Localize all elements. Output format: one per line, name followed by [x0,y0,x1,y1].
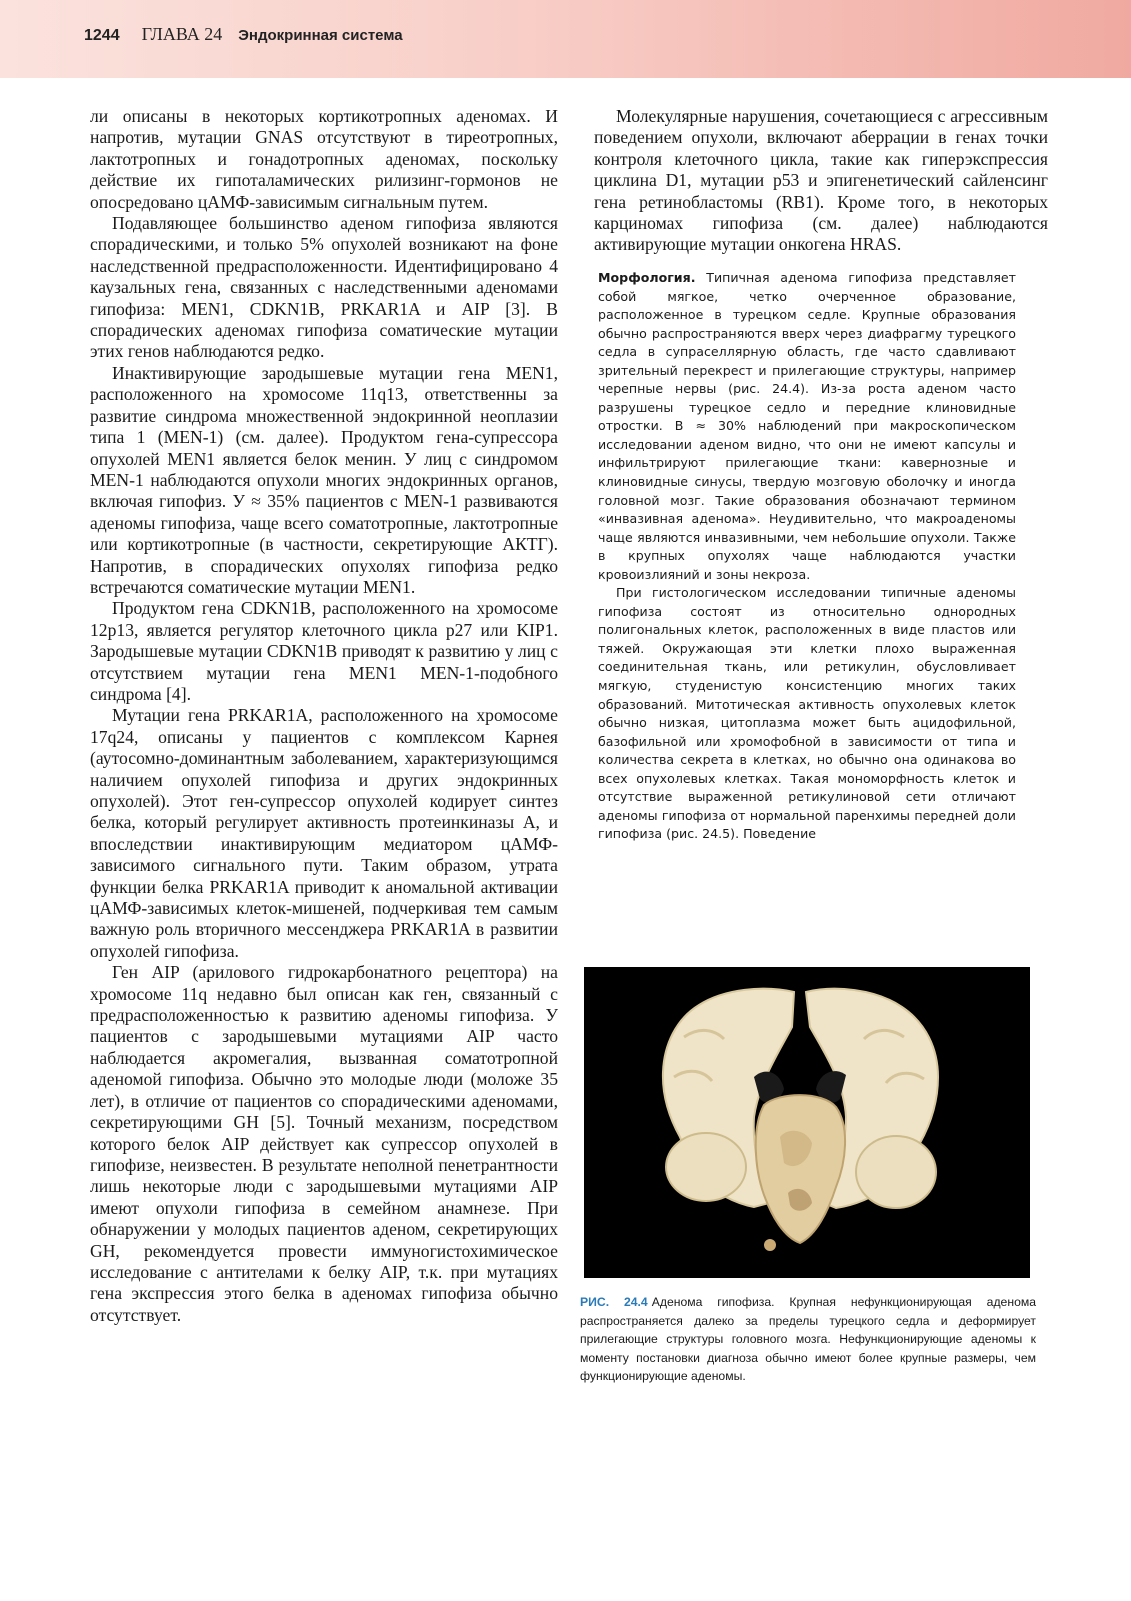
chapter-label: ГЛАВА 24 [141,24,223,44]
left-column [90,106,558,1326]
figure-caption [580,1293,1036,1386]
paragraph: Инактивирующие зародышевые мутации гена MEN1, расположенного на хромосоме 11q13, ответственны за развитие синдрома множественной эндокринной неоплазии типа 1 (MEN-1) (см. далее). Продуктом гена-супрессора опухолей MEN1 является белок менин. У лиц с синдромом MEN-1 наблюдаются опухоли многих эндокринных органов, включая гипофиз. У ≈ 35% пациентов с MEN-1 развиваются аденомы гипофиза, чаще всего соматотропные, лактотропные или кортикотропные (в частности, секретирующие АКТГ). Напротив, в спорадических опухолях гипофиза редко встречаются соматические мутации MEN1. [90,362,558,597]
page-header [0,0,1131,78]
right-column-top [594,106,1048,256]
morphology-paragraph [598,269,1016,584]
histology-paragraph: При гистологическом исследовании типичные аденомы гипофиза состоят из относительно однородных полигональных клеток, расположенных в виде пластов или тяжей. Окружающая эти клетки плохо выраженная соединительная ткань, или ретикулин, обусловливает мягкую, студенистую консистенцию многих таких образований. Митотическая активность опухолевых клеток обычно низкая, цитоплазма может быть ацидофильной, базофильной или хромофобной в зависимости от типа и количества секрета в клетках, но обычно она одинакова во всех опухолевых клетках. Такая мономорфность клеток и отсутствие выраженной ретикулиновой сети отличают аденомы гипофиза от нормальной паренхимы передней доли гипофиза (рис. 24.5). Поведение [598,585,1016,842]
page-number: 1244 [84,27,120,44]
figure-label: РИС. 24.4 [580,1295,648,1309]
paragraph: Подавляющее большинство аденом гипофиза являются спорадическими, и только 5% опухолей возникают на фоне наследственной предрасположенности. Идентифицировано 4 каузальных гена, связанных с наследственными аденомами гипофиза: MEN1, CDKN1B, PRKAR1A и AIP [3]. В спорадических аденомах гипофиза соматические мутации этих генов наблюдаются редко. [90,213,558,362]
paragraph: ли описаны в некоторых кортикотропных аденомах. И напротив, мутации GNAS отсутствуют в тиреотропных, лактотропных и гонадотропных аденомах, поскольку действие их гипоталамических рилизинг-гормонов не опосредовано цАМФ-зависимым сигнальным путем. [90,106,558,212]
brain-section-photo [584,967,1030,1278]
paragraph: Молекулярные нарушения, сочетающиеся с агрессивным поведением опухоли, включают аберрации в генах точки контроля клеточного цикла, такие как гиперэкспрессия циклина D1, мутации p53 и эпигенетический сайленсинг гена ретинобластомы (RB1). Кроме того, в некоторых карциномах гипофиза (см. далее) наблюдаются активирующие мутации онкогена HRAS. [594,106,1048,255]
morphology-text: Типичная аденома гипофиза представляет собой мягкое, четко очерченное образование, расположенное в турецком седле. Крупные образования обычно распространяются вверх через диафрагму турецкого седла в супраселлярную область, где часто сдавливают зрительный перекрест и прилегающие структуры, например черепные нервы (рис. 24.4). Из-за роста аденом часто разрушены турецкое седло и передние клиновидные отростки. В ≈ 30% наблюдений при макроскопическом исследовании аденом видно, что они не имеют капсулы и инфильтрируют прилегающие ткани: кавернозные и клиновидные синусы, твердую мозговую оболочку и иногда головной мозг. Такие образования обозначают термином «инвазивная аденома». Неудивительно, что макроаденомы чаще являются инвазивными, чем небольшие опухоли. Также в крупных опухолях чаще наблюдаются участки кровоизлияний и зоны некроза. [598,270,1016,582]
paragraph: Ген AIP (арилового гидрокарбонатного рецептора) на хромосоме 11q недавно был описан как ген, связанный с предрасположенностью к развитию аденомы гипофиза. У пациентов с зародышевыми мутациями AIP часто наблюдается акромегалия, вызванная соматотропной аденомой гипофиза. Обычно это молодые люди (моложе 35 лет), в отличие от пациентов со спорадическими аденомами, секретирующими GH [5]. Точный механизм, посредством которого белок AIP действует как супрессор опухолей в гипофизе, неизвестен. В результате неполной пенетрантности лишь некоторые люди с зародышевыми мутациями AIP имеют опухоли гипофиза в семейном анамнезе. При обнаружении у молодых пациентов аденом, секретирующих GH, рекомендуется провести иммуногистохимическое исследование с антителами к белку AIP, т.к. при мутациях гена экспрессия этого белка в аденомах гипофиза обычно отсутствует. [90,962,558,1325]
paragraph: Продуктом гена CDKN1B, расположенного на хромосоме 12p13, является регулятор клеточного цикла p27 или KIP1. Зародышевые мутации CDKN1B приводят к развитию у лиц с отсутствием мутации гена MEN1 MEN-1-подобного синдрома [4]. [90,598,558,704]
morphology-heading: Морфология. [598,270,696,285]
chapter-title: Эндокринная система [238,27,403,44]
paragraph: Мутации гена PRKAR1A, расположенного на хромосоме 17q24, описаны у пациентов с комплексом Карнея (аутосомно-доминантным заболеванием, характеризующимся наличием опухолей гипофиза и других эндокринных опухолей). Этот ген-супрессор опухолей кодирует синтез белка, который регулирует активность протеинкиназы A, и впоследствии инактивирующим медиатором цАМФ-зависимого сигнального пути. Таким образом, утрата функции белка PRKAR1A приводит к аномальной активации цАМФ-зависимых клеток-мишеней, подчеркивая тем самым важную роль вторичного мессенджера PRKAR1A в развитии опухолей гипофиза. [90,705,558,961]
running-head [84,24,403,45]
brain-coronal-section-image [584,967,1030,1278]
figure-caption-text: Аденома гипофиза. Крупная нефункционирующая аденома распространяется далеко за пределы турецкого седла и деформирует прилегающие структуры головного мозга. Нефункционирующие аденомы к моменту постановки диагноза обычно имеют более крупные размеры, чем функционирующие аденомы. [580,1295,1037,1384]
morphology-section [598,269,1016,844]
